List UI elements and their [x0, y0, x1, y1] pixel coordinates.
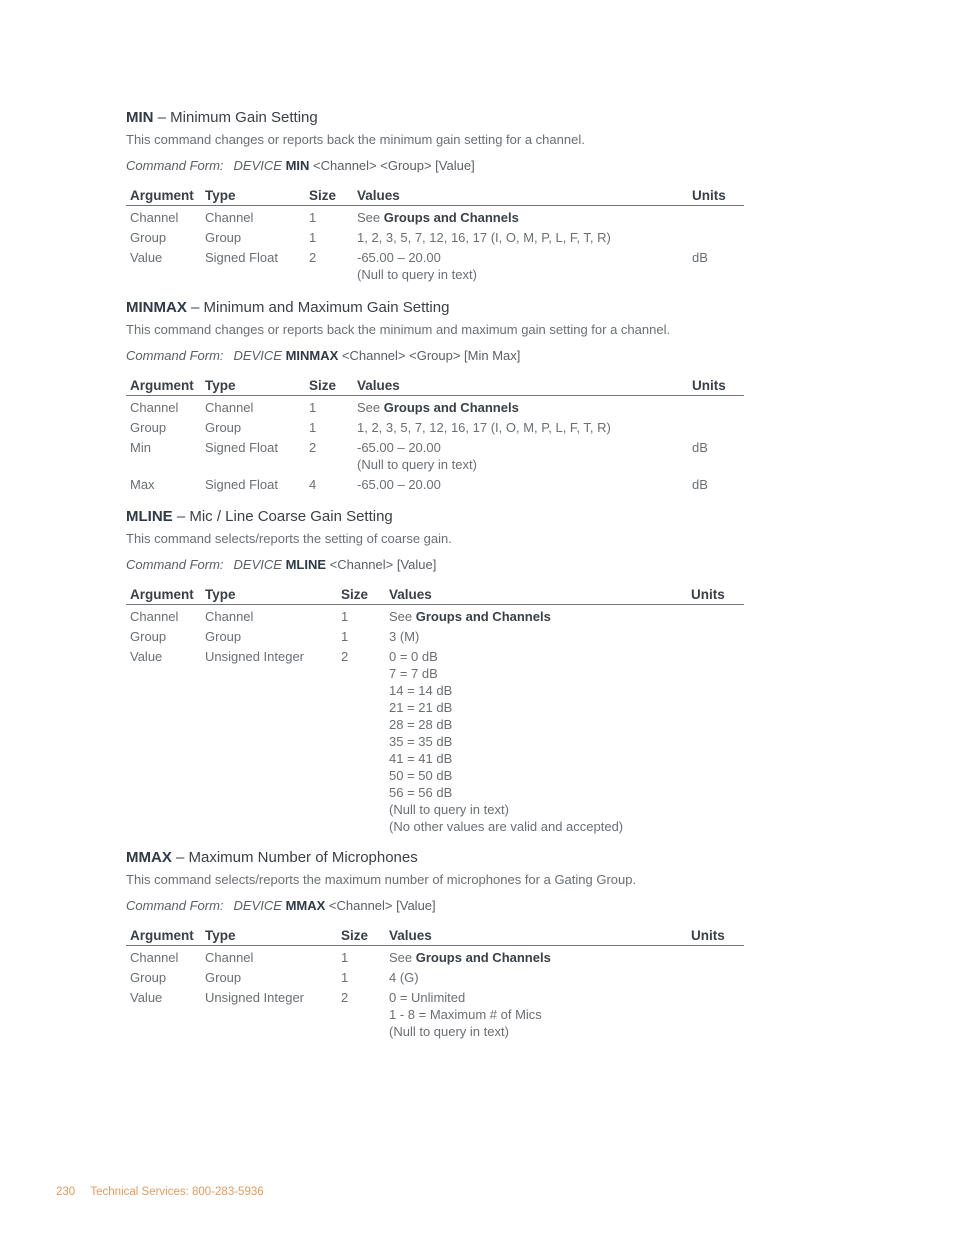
- table-row: [126, 206, 744, 227]
- size-cell: 1: [341, 629, 349, 644]
- type-cell: Group: [205, 970, 242, 985]
- command-name: MIN: [126, 109, 154, 126]
- size-cell: 1: [341, 950, 349, 965]
- command-form-args: <Channel> <Group> [Min Max]: [341, 348, 521, 363]
- command-form-device: DEVICE: [233, 348, 282, 363]
- units-cell: [688, 206, 744, 227]
- column-header-size: Size: [305, 188, 353, 206]
- units-cell: [687, 946, 744, 967]
- value-line: 0 = 0 dB: [389, 649, 438, 664]
- column-header-units: Units: [687, 928, 744, 946]
- type-cell: Channel: [205, 400, 254, 415]
- command-heading: [126, 299, 746, 317]
- values-cell: [385, 986, 687, 1040]
- values-cell: [385, 605, 687, 626]
- values-reference: [389, 949, 683, 966]
- command-heading: [126, 109, 746, 127]
- values-cell: [353, 226, 688, 246]
- value-line: (No other values are valid and accepted): [389, 819, 624, 834]
- values-cell: [353, 473, 688, 493]
- values-cell: [385, 625, 687, 645]
- command-form-args: <Channel> <Group> [Value]: [313, 158, 475, 173]
- size-cell: 2: [341, 990, 349, 1005]
- command-section-mmax: [126, 849, 746, 1040]
- value-line: (Null to query in text): [389, 1024, 509, 1039]
- table-row: [126, 625, 744, 645]
- column-header-units: Units: [688, 188, 744, 206]
- units-cell: dB: [692, 250, 708, 265]
- command-form-args: <Channel> [Value]: [328, 898, 436, 913]
- value-line: (Null to query in text): [357, 457, 477, 472]
- page-number: 230: [56, 1186, 76, 1198]
- command-title: – Minimum and Maximum Gain Setting: [186, 299, 450, 316]
- column-header-size: Size: [337, 928, 385, 946]
- command-description: This command selects/reports the maximum number of microphones for a Gating Group.: [126, 872, 637, 887]
- units-cell: [687, 605, 744, 626]
- size-cell: 1: [309, 400, 317, 415]
- table-row: [126, 416, 744, 436]
- command-description: This command selects/reports the setting of coarse gain.: [126, 531, 452, 546]
- command-form-args: <Channel> [Value]: [329, 557, 437, 572]
- size-cell: 1: [309, 420, 317, 435]
- table-row: [126, 946, 744, 967]
- command-form-label: Command Form:: [126, 158, 224, 173]
- value-line: 1, 2, 3, 5, 7, 12, 16, 17 (I, O, M, P, L, F, T, R): [357, 230, 611, 245]
- command-title: – Maximum Number of Microphones: [171, 849, 418, 866]
- command-form: [126, 158, 746, 174]
- units-cell: [688, 226, 744, 246]
- values-cell: [353, 246, 688, 283]
- table-row: [126, 645, 744, 835]
- type-cell: Unsigned Integer: [205, 649, 305, 664]
- values-cell: [353, 436, 688, 473]
- units-cell: [687, 986, 744, 1040]
- page-footer: [56, 1186, 264, 1198]
- type-cell: Channel: [205, 609, 254, 624]
- size-cell: 1: [309, 230, 317, 245]
- value-line: 28 = 28 dB: [389, 717, 453, 732]
- value-line: (Null to query in text): [389, 802, 509, 817]
- value-line: 56 = 56 dB: [389, 785, 453, 800]
- command-name: MMAX: [126, 849, 172, 866]
- units-cell: dB: [692, 477, 708, 492]
- size-cell: 1: [341, 609, 349, 624]
- value-line: 41 = 41 dB: [389, 751, 453, 766]
- units-cell: [687, 625, 744, 645]
- column-header-type: Type: [201, 928, 337, 946]
- value-line: 21 = 21 dB: [389, 700, 453, 715]
- value-line: (Null to query in text): [357, 267, 477, 282]
- argument-cell: Group: [130, 629, 167, 644]
- table-header-row: [126, 378, 744, 396]
- column-header-type: Type: [201, 587, 337, 605]
- command-description: This command changes or reports back the minimum and maximum gain setting for a channel.: [126, 322, 671, 337]
- table-row: [126, 436, 744, 473]
- type-cell: Channel: [205, 950, 254, 965]
- command-form-label: Command Form:: [126, 348, 224, 363]
- column-header-argument: Argument: [126, 928, 201, 946]
- type-cell: Channel: [205, 210, 254, 225]
- size-cell: 1: [341, 970, 349, 985]
- value-line: 14 = 14 dB: [389, 683, 453, 698]
- table-row: [126, 966, 744, 986]
- type-cell: Unsigned Integer: [205, 990, 305, 1005]
- value-line: 1 - 8 = Maximum # of Mics: [389, 1007, 542, 1022]
- argument-cell: Value: [130, 990, 163, 1005]
- command-title: – Minimum Gain Setting: [153, 109, 318, 126]
- value-line: 3 (M): [389, 629, 420, 644]
- groups-and-channels-reference: Groups and Channels: [415, 609, 551, 624]
- values-cell: [353, 206, 688, 227]
- argument-cell: Max: [130, 477, 155, 492]
- table-row: [126, 986, 744, 1040]
- type-cell: Signed Float: [205, 477, 278, 492]
- command-form: [126, 557, 746, 573]
- units-cell: [688, 416, 744, 436]
- value-line: 0 = Unlimited: [389, 990, 466, 1005]
- argument-cell: Min: [130, 440, 151, 455]
- groups-and-channels-reference: Groups and Channels: [415, 950, 551, 965]
- argument-cell: Group: [130, 970, 167, 985]
- column-header-units: Units: [688, 378, 744, 396]
- type-cell: Signed Float: [205, 440, 278, 455]
- values-cell: [385, 966, 687, 986]
- column-header-values: Values: [353, 378, 688, 396]
- column-header-values: Values: [353, 188, 688, 206]
- column-header-type: Type: [201, 378, 305, 396]
- values-cell: [353, 396, 688, 417]
- command-name: MINMAX: [126, 299, 187, 316]
- command-form-device: DEVICE: [233, 898, 282, 913]
- table-row: [126, 226, 744, 246]
- command-description: This command changes or reports back the minimum gain setting for a channel.: [126, 132, 585, 147]
- table-row: [126, 605, 744, 626]
- table-header-row: [126, 928, 744, 946]
- groups-and-channels-reference: Groups and Channels: [383, 400, 519, 415]
- value-line: 50 = 50 dB: [389, 768, 453, 783]
- values-prefix: See: [357, 210, 384, 225]
- column-header-argument: Argument: [126, 587, 201, 605]
- value-line: 4 (G): [389, 970, 419, 985]
- values-prefix: See: [357, 400, 384, 415]
- argument-cell: Channel: [130, 210, 179, 225]
- table-header-row: [126, 587, 744, 605]
- values-reference: [357, 399, 684, 416]
- value-line: 35 = 35 dB: [389, 734, 453, 749]
- command-form-name: MMAX: [285, 898, 326, 913]
- value-line: 1, 2, 3, 5, 7, 12, 16, 17 (I, O, M, P, L, F, T, R): [357, 420, 611, 435]
- command-title: – Mic / Line Coarse Gain Setting: [172, 508, 393, 525]
- value-line: -65.00 – 20.00: [357, 250, 441, 265]
- command-form-name: MINMAX: [285, 348, 339, 363]
- column-header-units: Units: [687, 587, 744, 605]
- argument-table: [126, 378, 744, 493]
- column-header-argument: Argument: [126, 188, 201, 206]
- command-form-label: Command Form:: [126, 898, 224, 913]
- argument-table: [126, 587, 744, 835]
- values-cell: [353, 416, 688, 436]
- value-line: -65.00 – 20.00: [357, 477, 441, 492]
- column-header-type: Type: [201, 188, 305, 206]
- table-row: [126, 473, 744, 493]
- argument-cell: Group: [130, 420, 167, 435]
- command-section-mline: [126, 508, 746, 835]
- column-header-values: Values: [385, 928, 687, 946]
- argument-table: [126, 188, 744, 283]
- units-cell: [687, 645, 744, 835]
- type-cell: Signed Float: [205, 250, 278, 265]
- column-header-size: Size: [305, 378, 353, 396]
- command-form: [126, 348, 746, 364]
- argument-cell: Channel: [130, 609, 179, 624]
- command-form-device: DEVICE: [233, 557, 282, 572]
- value-line: 7 = 7 dB: [389, 666, 438, 681]
- size-cell: 1: [309, 210, 317, 225]
- values-cell: [385, 946, 687, 967]
- table-row: [126, 396, 744, 417]
- type-cell: Group: [205, 420, 242, 435]
- command-form: [126, 898, 746, 914]
- units-cell: [688, 396, 744, 417]
- size-cell: 2: [309, 250, 317, 265]
- command-form-device: DEVICE: [233, 158, 282, 173]
- values-reference: [389, 608, 683, 625]
- values-prefix: See: [389, 609, 416, 624]
- size-cell: 2: [341, 649, 349, 664]
- values-reference: [357, 209, 684, 226]
- value-line: -65.00 – 20.00: [357, 440, 441, 455]
- values-prefix: See: [389, 950, 416, 965]
- groups-and-channels-reference: Groups and Channels: [383, 210, 519, 225]
- type-cell: Group: [205, 629, 242, 644]
- command-name: MLINE: [126, 508, 173, 525]
- size-cell: 2: [309, 440, 317, 455]
- size-cell: 4: [309, 477, 317, 492]
- table-row: [126, 246, 744, 283]
- units-cell: dB: [692, 440, 708, 455]
- column-header-size: Size: [337, 587, 385, 605]
- values-cell: [385, 645, 687, 835]
- table-header-row: [126, 188, 744, 206]
- command-heading: [126, 849, 746, 867]
- argument-cell: Group: [130, 230, 167, 245]
- command-section-min: [126, 109, 746, 283]
- column-header-argument: Argument: [126, 378, 201, 396]
- argument-cell: Channel: [130, 950, 179, 965]
- command-form-label: Command Form:: [126, 557, 224, 572]
- type-cell: Group: [205, 230, 242, 245]
- command-heading: [126, 508, 746, 526]
- argument-cell: Channel: [130, 400, 179, 415]
- argument-cell: Value: [130, 250, 163, 265]
- command-section-minmax: [126, 299, 746, 493]
- command-form-name: MLINE: [285, 557, 327, 572]
- argument-cell: Value: [130, 649, 163, 664]
- column-header-values: Values: [385, 587, 687, 605]
- argument-table: [126, 928, 744, 1040]
- command-form-name: MIN: [285, 158, 310, 173]
- technical-services-phone: Technical Services: 800-283-5936: [90, 1186, 264, 1198]
- units-cell: [687, 966, 744, 986]
